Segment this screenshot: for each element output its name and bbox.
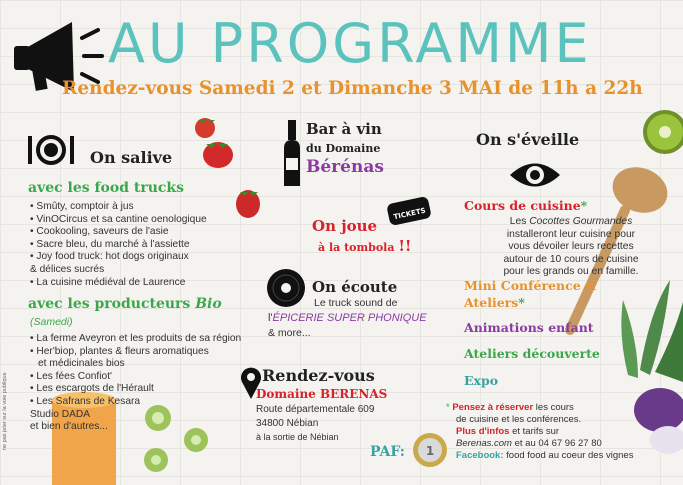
list-item: et bien d'autres... (30, 421, 108, 433)
cours-line: installeront leur cuisine pour (506, 228, 636, 240)
animations-heading: Animations enfant (464, 320, 594, 335)
on-salive-heading: On salive (90, 148, 173, 167)
cours-cocottes: Cocottes Gourmandes (529, 216, 633, 227)
producteurs-list (30, 333, 241, 434)
vegetable-decoration (634, 388, 683, 454)
epicerie-line (268, 312, 427, 324)
rendez-vous-heading: Rendez-vous (262, 366, 375, 385)
eye-icon (508, 158, 562, 192)
producteurs-heading (28, 296, 222, 312)
kiwi-icon (643, 110, 683, 154)
tombola-text (318, 237, 412, 255)
list-item: • VinOCircus et sa cantine oenologique (30, 214, 207, 227)
bio-label: Bio (195, 296, 222, 312)
side-note: ne pas jeter sur la voie publique (2, 372, 8, 450)
vinyl-record-icon (266, 268, 306, 308)
info-phone: et au 04 67 96 27 80 (514, 438, 602, 449)
rdv-route: Route départementale 609 (256, 404, 375, 415)
ecoute-text: Le truck sound de (314, 297, 398, 309)
ateliers-decouverte-heading: Ateliers découverte (464, 346, 600, 361)
list-item: • Les escargots de l'Hérault (30, 383, 241, 396)
list-item: • Sacre bleu, du marché à l'assiette (30, 239, 207, 252)
bar-subheading: du Domaine (306, 142, 381, 155)
ecoute-more: & more... (268, 327, 311, 339)
page-title: AU PROGRAMME (108, 12, 592, 75)
tombola-label: à la tombola (318, 241, 395, 254)
reserver-text: les cours (535, 402, 574, 413)
list-item: • Les Safrans de Kesara (30, 396, 241, 409)
ateliers-star: * (518, 295, 525, 310)
list-item: • Cookooling, saveurs de l'asie (30, 226, 207, 239)
plant-leaves (621, 280, 683, 382)
samedi-note: (Samedi) (30, 316, 73, 328)
cours-star: * (580, 198, 588, 213)
info-text: et tarifs sur (512, 426, 560, 437)
expo-heading: Expo (464, 373, 499, 388)
cours-label: Cours de cuisine (464, 198, 581, 213)
info-label: Plus d'infos (456, 426, 510, 437)
wine-bottle-icon (280, 118, 304, 188)
rdv-city: 34800 Nébian (256, 418, 319, 429)
cours-heading (464, 198, 587, 213)
on-ecoute-heading: On écoute (312, 278, 398, 296)
ateliers-heading (464, 295, 525, 310)
list-item: • La ferme Aveyron et les produits de sa région (30, 333, 241, 346)
reserver-label: Pensez à réserver (452, 402, 534, 413)
cours-line: autour de 10 cours de cuisine (503, 253, 639, 265)
list-item: • Joy food truck: hot dogs originaux (30, 251, 207, 264)
rdv-exit: à la sortie de Nébian (256, 432, 339, 442)
mini-conference-heading: Mini Conférence & (464, 278, 597, 293)
cours-les: Les (509, 216, 527, 227)
epicerie-prefix: l' (268, 312, 273, 324)
bar-heading: Bar à vin (306, 120, 382, 138)
reserver-line2: de cuisine et les conférences. (456, 414, 582, 425)
facebook-text: food food au coeur des vignes (506, 450, 634, 461)
list-item: • Her'biop, plantes & fleurs aromatiques (30, 346, 241, 359)
on-joue-heading: On joue (312, 217, 378, 235)
plate-cutlery-icon (26, 134, 76, 166)
list-item: • Smûty, comptoir à jus (30, 201, 207, 214)
cours-line: pour les grands ou en famille. (503, 266, 639, 277)
tombola-exclaim: !! (398, 237, 412, 255)
epicerie-name: ÉPICERIE SUPER PHONIQUE (272, 312, 427, 324)
cours-description (486, 216, 656, 279)
reserver-star: * (446, 402, 450, 413)
page-subtitle: Rendez-vous Samedi 2 et Dimanche 3 MAI de 11h a 22h (62, 78, 643, 99)
list-item: • Les fées Confiot' (30, 371, 241, 384)
list-item: & délices sucrés (30, 263, 105, 275)
list-item: Studio DADA (30, 408, 91, 420)
producteurs-label: avec les producteurs (28, 296, 191, 312)
tickets-icon (386, 196, 432, 226)
info-site-link[interactable]: Berenas.com (456, 438, 512, 449)
svg-text:1: 1 (425, 444, 435, 458)
on-seveille-heading: On s'éveille (476, 130, 580, 149)
rdv-domaine: Domaine BERENAS (256, 387, 388, 401)
ateliers-label: Ateliers (464, 295, 519, 310)
list-item: et médicinales bios (38, 358, 125, 370)
cours-line: vous dévoiler leurs recettes (508, 241, 634, 252)
facebook-label: Facebook: (456, 450, 504, 461)
tickets-label: TICKETS (392, 206, 427, 222)
bar-domaine-name: Bérénas (306, 157, 384, 177)
paf-label: PAF: (370, 444, 405, 460)
reservation-info (446, 402, 636, 462)
list-item: • La cuisine médiéval de Laurence (30, 277, 207, 290)
food-trucks-list (30, 201, 207, 289)
coin-icon (412, 432, 448, 468)
food-trucks-heading: avec les food trucks (28, 180, 184, 196)
